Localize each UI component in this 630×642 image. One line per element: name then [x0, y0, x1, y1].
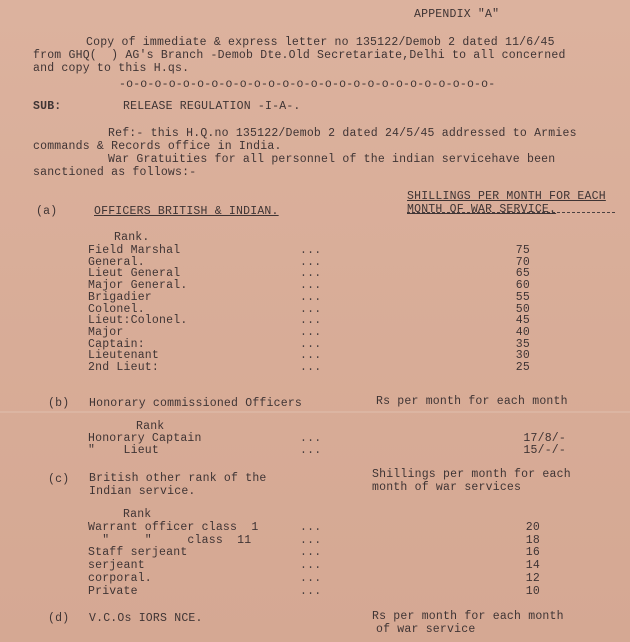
rank-name: Lieut:Colonel. — [88, 314, 188, 328]
section-b-rank-label: Rank — [136, 420, 165, 433]
leader-dots: ... — [300, 559, 322, 573]
rate-value: 12 — [525, 571, 540, 585]
leader-dots: ... — [300, 361, 322, 374]
reference-line-3: War Gratuities for all personnel of the indian servicehave been — [108, 153, 556, 166]
rate-value: 14 — [525, 559, 540, 573]
intro-line-2: from GHQ( ) AG's Branch -Demob Dte.Old Secretariate,Delhi to all concerned — [33, 49, 566, 62]
leader-dots: ... — [300, 325, 322, 339]
subject-text: RELEASE REGULATION -I-A-. — [123, 100, 301, 113]
rank-name: serjeant — [88, 559, 145, 573]
rate-value: 40 — [515, 325, 530, 339]
rank-name: 2nd Lieut: — [88, 361, 160, 374]
intro-line-3: and copy to this H.qs. — [33, 62, 190, 75]
rank-name: Colonel. — [88, 302, 145, 316]
section-c-col-head-1: Shillings per month for each — [372, 468, 571, 481]
leader-dots: ... — [300, 255, 322, 269]
leader-dots: ... — [300, 244, 322, 257]
leader-dots: ... — [300, 521, 322, 534]
rate-value: 55 — [515, 290, 530, 304]
leader-dots: ... — [300, 290, 322, 304]
rate-value: 18 — [525, 533, 540, 547]
leader-dots: ... — [300, 267, 322, 281]
leader-dots: ... — [300, 349, 322, 363]
section-d-heading: V.C.Os IORS NCE. — [89, 612, 203, 625]
rank-name: Honorary Captain — [88, 432, 202, 445]
rank-name: " Lieut — [88, 444, 160, 457]
rank-name: Private — [88, 584, 138, 598]
rate-value: 30 — [515, 349, 530, 363]
rate-value: 25 — [515, 361, 530, 374]
leader-dots: ... — [300, 337, 322, 351]
rank-name: Major General. — [88, 279, 188, 293]
section-a-col-head-1: SHILLINGS PER MONTH FOR EACH — [407, 190, 606, 203]
reference-line-4: sanctioned as follows:- — [33, 166, 197, 179]
rank-name: Staff serjeant — [88, 546, 188, 560]
leader-dots: ... — [300, 314, 322, 328]
section-a-rank-label: Rank. — [114, 231, 150, 244]
section-c-marker: (c) — [48, 473, 70, 486]
rate-value: 17/8/- — [523, 432, 566, 445]
rate-value: 45 — [515, 314, 530, 328]
leader-dots: ... — [300, 444, 322, 457]
leader-dots: ... — [300, 584, 322, 598]
rank-name: General. — [88, 255, 145, 269]
rate-value: 70 — [515, 255, 530, 269]
section-a-col-head-2: MONTH OF WAR SERVICE. — [407, 203, 557, 216]
rank-name: Field Marshal — [88, 244, 181, 257]
rate-value: 35 — [515, 337, 530, 351]
section-a-marker: (a) — [36, 205, 58, 218]
rank-name: Major — [88, 325, 124, 339]
section-c-col-head-2: month of war services — [372, 481, 522, 494]
col-head-dashes — [407, 212, 615, 213]
rate-value: 10 — [525, 584, 540, 598]
section-d-col-head-1: Rs per month for each month — [372, 610, 564, 623]
leader-dots: ... — [300, 533, 322, 547]
section-b-marker: (b) — [48, 397, 70, 410]
leader-dots: ... — [300, 571, 322, 585]
section-a-heading: OFFICERS BRITISH & INDIAN. — [94, 205, 279, 218]
rate-value: 60 — [515, 279, 530, 293]
rank-name: Lieutenant — [88, 349, 160, 363]
reference-line-2: commands & Records office in India. — [33, 140, 282, 153]
leader-dots: ... — [300, 302, 322, 316]
section-b-heading: Honorary commissioned Officers — [89, 397, 303, 410]
rate-value: 65 — [515, 267, 530, 281]
leader-dots: ... — [300, 279, 322, 293]
section-c-heading-1: British other rank of the — [89, 472, 267, 485]
rank-name: corporal. — [88, 571, 152, 585]
section-d-col-head-2: of war service — [376, 623, 476, 636]
section-c-rank-label: Rank — [123, 508, 152, 521]
rank-name: Lieut General — [88, 267, 181, 281]
intro-divider: -o-o-o-o-o-o-o-o-o-o-o-o-o-o-o-o-o-o-o-o-o-o-o-o-o-o- — [119, 78, 496, 91]
paper-fold — [0, 411, 630, 413]
rate-value: 75 — [515, 244, 530, 257]
rank-name: Brigadier — [88, 290, 152, 304]
reference-line-1: Ref:- this H.Q.no 135122/Demob 2 dated 24/5/45 addressed to Armies — [108, 127, 577, 140]
section-d-marker: (d) — [48, 612, 70, 625]
intro-line-1: Copy of immediate & express letter no 135122/Demob 2 dated 11/6/45 — [86, 36, 555, 49]
rate-value: 50 — [515, 302, 530, 316]
appendix-title: APPENDIX "A" — [414, 8, 500, 21]
section-b-col-head: Rs per month for each month — [376, 395, 568, 408]
rate-value: 20 — [525, 521, 540, 534]
leader-dots: ... — [300, 432, 322, 445]
rate-value: 16 — [525, 546, 540, 560]
leader-dots: ... — [300, 546, 322, 560]
rank-name: Warrant officer class 1 — [88, 521, 259, 534]
section-c-heading-2: Indian service. — [89, 485, 196, 498]
rank-name: Captain: — [88, 337, 145, 351]
rate-value: 15/-/- — [523, 444, 566, 457]
subject-label: SUB: — [33, 100, 62, 113]
rank-name: " " class 11 — [88, 533, 252, 547]
